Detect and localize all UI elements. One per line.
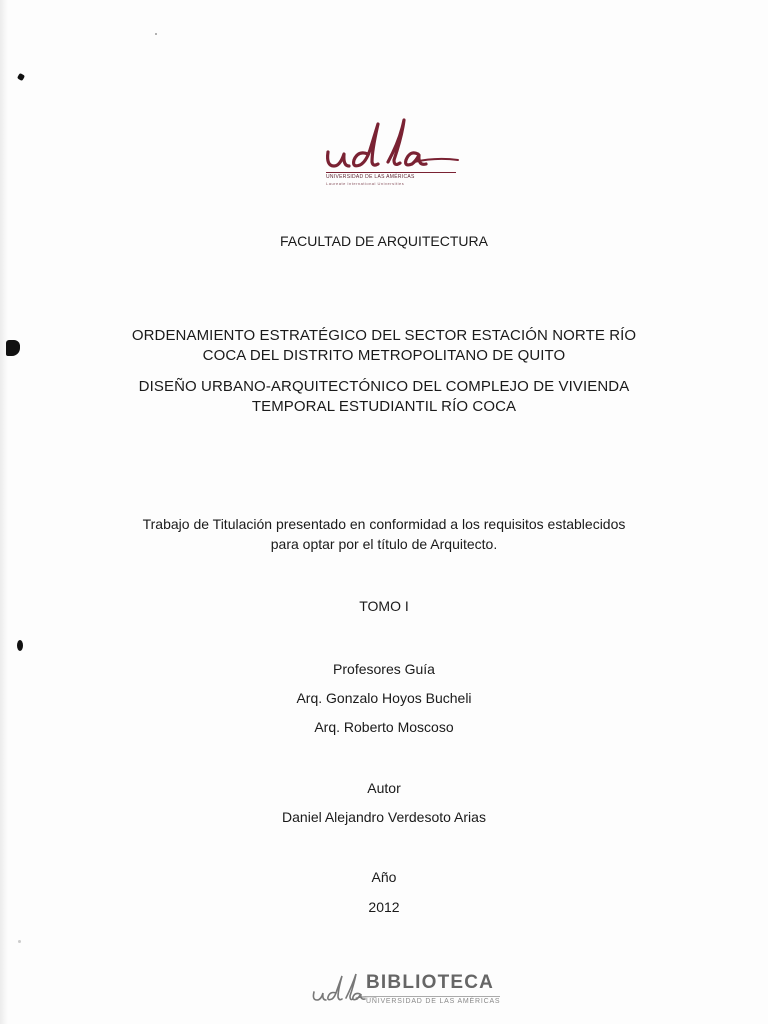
faculty-heading: FACULTAD DE ARQUITECTURA	[280, 233, 488, 249]
author-name: Daniel Alejandro Verdesoto Arias	[282, 809, 486, 825]
year-value: 2012	[368, 899, 400, 915]
scan-mark	[17, 640, 23, 651]
advisor-name: Arq. Roberto Moscoso	[314, 719, 454, 735]
thesis-subtitle-line-2: TEMPORAL ESTUDIANTIL RÍO COCA	[251, 398, 517, 415]
description-line-1: Trabajo de Titulación presentado en conformidad a los requisitos establecidos	[142, 516, 626, 532]
scan-mark	[17, 73, 25, 81]
advisor-name: Arq. Gonzalo Hoyos Bucheli	[296, 690, 472, 706]
thesis-title-line-2: COCA DEL DISTRITO METROPOLITANO DE QUITO	[202, 347, 566, 364]
advisors-label: Profesores Guía	[333, 661, 435, 677]
library-stamp-title: BIBLIOTECA	[366, 972, 495, 993]
thesis-subtitle-line-1: DISEÑO URBANO-ARQUITECTÓNICO DEL COMPLEJO DE VIVIENDA	[138, 378, 630, 395]
scan-speck	[18, 940, 21, 943]
scan-speck	[155, 33, 157, 35]
logo-university-name: UNIVERSIDAD DE LAS AMÉRICAS	[326, 172, 456, 180]
library-stamp-subtitle: UNIVERSIDAD DE LAS AMÉRICAS	[366, 998, 501, 1005]
thesis-title-line-1: ORDENAMIENTO ESTRATÉGICO DEL SECTOR ESTACIÓN NORTE RÍO	[131, 327, 637, 344]
author-label: Autor	[367, 780, 401, 796]
volume-label: TOMO I	[359, 598, 409, 614]
logo-tagline: Laureate International Universities	[326, 181, 405, 186]
year-label: Año	[371, 869, 397, 885]
description-line-2: para optar por el título de Arquitecto.	[270, 536, 498, 552]
